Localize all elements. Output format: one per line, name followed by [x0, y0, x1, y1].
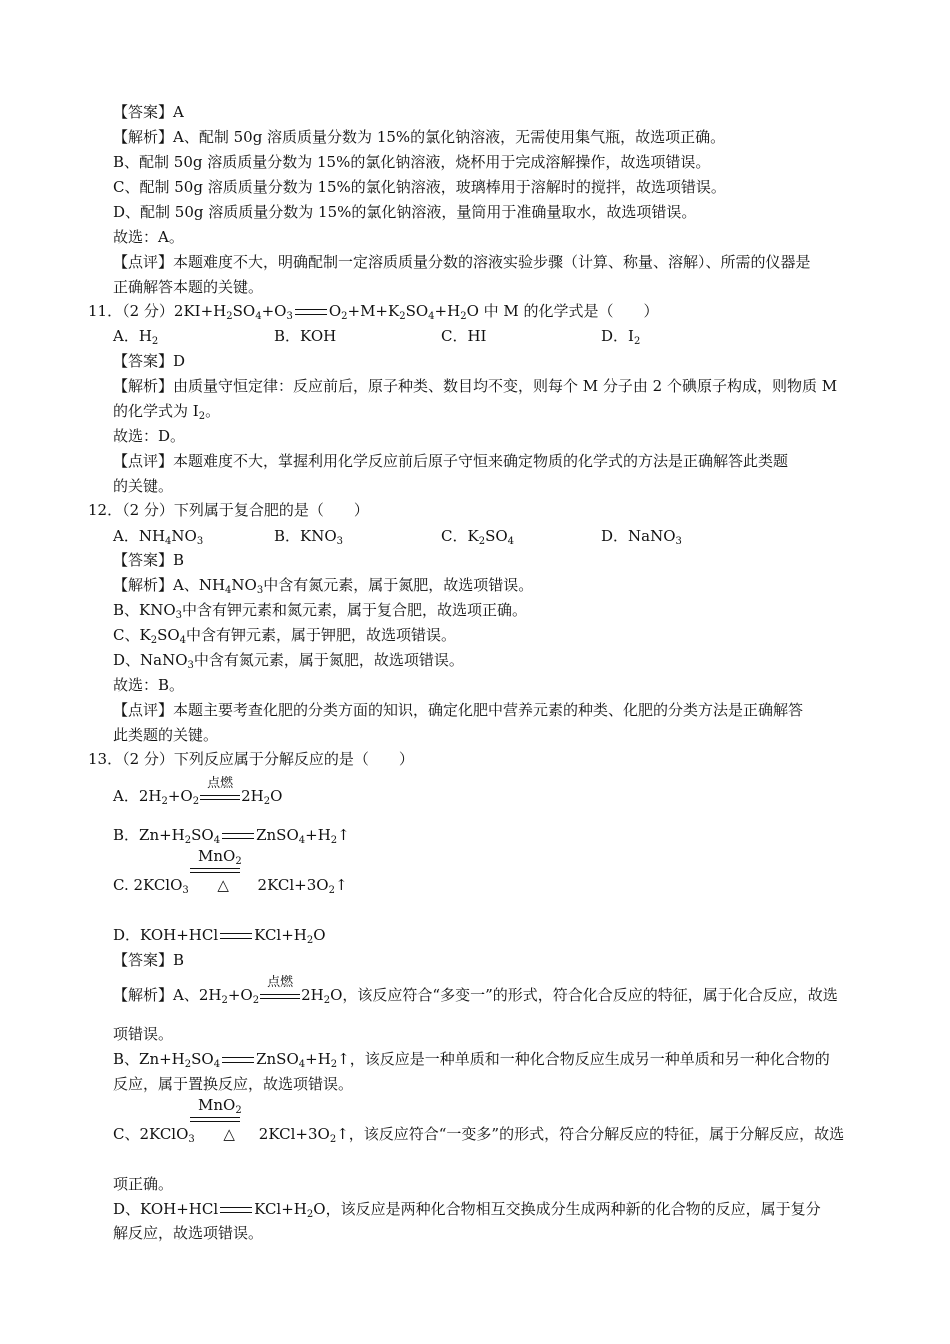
- q10-analysis-c: C、配制 50g 溶质质量分数为 15%的氯化钠溶液，玻璃棒用于溶解时的搅拌，故选项错误。: [113, 178, 726, 196]
- q12-analysis-b: B、$KNO_3$中含有钾元素和氮元素，属于复合肥，故选项正确。: [113, 601, 528, 621]
- q13-stem: 13．（2 分）下列反应属于分解反应的是（ ）: [88, 750, 414, 768]
- q13-option-d: D．KOH+HCl $KCl+H_2O$: [113, 926, 326, 946]
- q12-option-b: B．$KNO_3$: [274, 527, 344, 547]
- q12-analysis-c: C、$K_2SO_4$中含有钾元素，属于钾肥，故选项错误。: [113, 626, 457, 646]
- q11-analysis-cont: 的化学式为 $I_2$。: [113, 402, 221, 422]
- q13-analysis-d: D、KOH+HCl $KCl+H_2O$，该反应是两种化合物相互交换成分生成两种新的化合物的反应，属于复分: [113, 1200, 821, 1220]
- q11-analysis: 【解析】由质量守恒定律：反应前后，原子种类、数目均不变，则每个 M 分子由 2 个碘原子构成，则物质 M: [113, 377, 838, 395]
- q12-analysis-d: D、NaNO$_3$中含有氮元素，属于氮肥，故选项错误。: [113, 651, 464, 671]
- q13-option-a: A．$2H_2+O_2$ 点燃 $2H_2O$: [113, 776, 283, 807]
- q10-choice: 故选：A。: [113, 228, 184, 246]
- ignite-condition: 点燃: [260, 992, 300, 1000]
- q11-option-d: D．$I_2$: [601, 327, 641, 347]
- q10-comment: 【点评】本题难度不大，明确配制一定溶质质量分数的溶液实验步骤（计算、称量、溶解）、所需的仪器是: [113, 253, 811, 271]
- q12-comment: 【点评】本题主要考查化肥的分类方面的知识，确定化肥中营养元素的种类、化肥的分类方法是正确解答: [113, 701, 804, 719]
- q13-analysis-b: B、$Zn+H_2SO_4$ $ZnSO_4+H_2↑$，该反应是一种单质和一种化合物反应生成另一种单质和另一种化合物的: [113, 1050, 830, 1070]
- q11-comment: 【点评】本题难度不大，掌握利用化学反应前后原子守恒来确定物质的化学式的方法是正确解答此类题: [113, 452, 789, 470]
- q12-analysis: 【解析】A、$NH_4NO_3$中含有氮元素，属于氮肥，故选项错误。: [113, 576, 534, 596]
- catalyst-label: MnO$_2$: [198, 847, 242, 867]
- q10-answer: 【答案】A: [113, 103, 184, 121]
- q11-option-b: B．KOH: [274, 327, 337, 345]
- q12-answer: 【答案】B: [113, 551, 185, 569]
- q13-option-b: B．$Zn+H_2SO_4$ $ZnSO_4+H_2↑$: [113, 826, 350, 846]
- q10-analysis-d: D、配制 50g 溶质质量分数为 15%的氯化钠溶液，量筒用于准确量取水，故选项错误。: [113, 203, 697, 221]
- q13-analysis-c-cont: 项正确。: [113, 1175, 174, 1193]
- q12-choice: 故选：B。: [113, 676, 185, 694]
- q12-option-c: C．$K_2SO_4$: [441, 527, 515, 547]
- q13-analysis-d-cont: 解反应，故选项错误。: [113, 1224, 264, 1242]
- q10-comment-cont: 正确解答本题的关键。: [113, 278, 264, 296]
- q11-stem: 11．（2 分）$2KI+H_2SO_4+O_3$ $O_2+M+K_2SO_4+H_2O$ 中 M 的化学式是（ ）: [88, 302, 659, 322]
- q13-analysis-a-cont: 项错误。: [113, 1025, 174, 1043]
- q11-choice: 故选：D。: [113, 427, 186, 445]
- ignite-condition: 点燃: [200, 793, 240, 801]
- q11-answer: 【答案】D: [113, 352, 186, 370]
- q12-comment-cont: 此类题的关键。: [113, 726, 219, 744]
- q13-option-c: C. 2KClO$_3$ △ $2KCl+3O_2↑$: [113, 876, 348, 896]
- q13-answer: 【答案】B: [113, 951, 185, 969]
- q10-analysis: 【解析】A、配制 50g 溶质质量分数为 15%的氯化钠溶液，无需使用集气瓶，故选项正确。: [113, 128, 726, 146]
- reaction-bar: [190, 1117, 240, 1122]
- q10-analysis-b: B、配制 50g 溶质质量分数为 15%的氯化钠溶液，烧杯用于完成溶解操作，故选项错误。: [113, 153, 711, 171]
- q12-option-d: D．NaNO$_3$: [601, 527, 682, 547]
- q11-option-a: A．$H_2$: [113, 327, 159, 347]
- q12-option-a: A．$NH_4NO_3$: [113, 527, 204, 547]
- q11-option-c: C．HI: [441, 327, 487, 345]
- reaction-bar: [190, 868, 240, 873]
- q13-analysis-b-cont: 反应，属于置换反应，故选项错误。: [113, 1075, 354, 1093]
- q11-comment-cont: 的关键。: [113, 477, 174, 495]
- q12-stem: 12．（2 分）下列属于复合肥的是（ ）: [88, 501, 369, 519]
- q13-analysis-a: 【解析】A、$2H_2+O_2$ 点燃 $2H_2O$，该反应符合“多变一”的形式，符合化合反应的特征，属于化合反应，故选: [113, 975, 838, 1006]
- q13-analysis-c: C、2KClO$_3$ △ $2KCl+3O_2↑$，该反应符合“一变多”的形式，符合分解反应的特征，属于分解反应，故选: [113, 1125, 845, 1145]
- catalyst-label: MnO$_2$: [198, 1096, 242, 1116]
